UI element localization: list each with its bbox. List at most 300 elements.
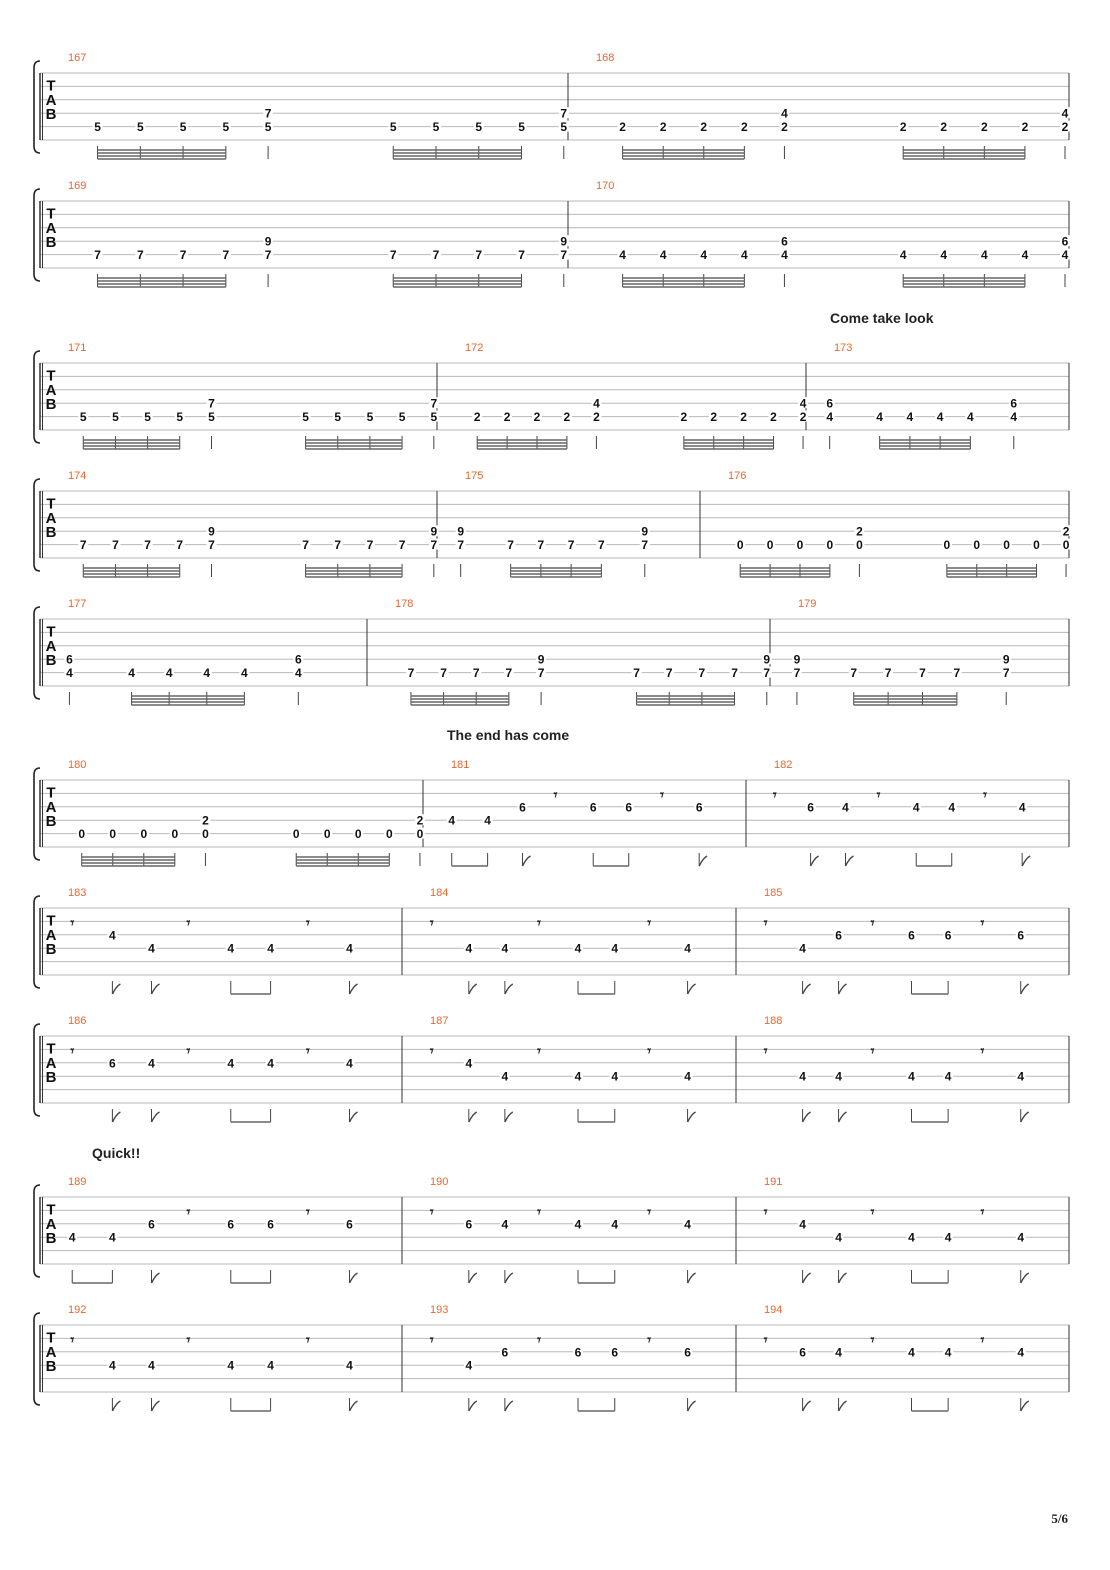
fret-number: 4 xyxy=(574,1069,582,1084)
fret-number: 4 xyxy=(799,396,807,411)
note-flag xyxy=(469,1401,477,1411)
measure-184 xyxy=(429,887,696,994)
measure-number: 171 xyxy=(68,342,87,354)
fret-number: 7 xyxy=(389,248,397,263)
fret-number: 4 xyxy=(1017,1345,1025,1360)
fret-number: 4 xyxy=(659,248,667,263)
fret-number: 7 xyxy=(505,666,513,681)
eighth-rest: 𝄾 xyxy=(429,915,434,932)
fret-number: 4 xyxy=(148,1358,155,1373)
fret-number: 5 xyxy=(366,410,374,425)
eighth-rest: 𝄾 xyxy=(537,915,541,932)
fret-number: 4 xyxy=(501,941,509,956)
measure-number: 194 xyxy=(764,1304,783,1316)
fret-number: 4 xyxy=(684,1069,691,1084)
note-flag xyxy=(112,1112,120,1122)
fret-number: 2 xyxy=(503,410,511,425)
fret-number: 0 xyxy=(109,827,117,842)
fret-number: 0 xyxy=(78,827,86,842)
fret-number: 7 xyxy=(598,538,605,553)
eighth-rest: 𝄾 xyxy=(186,1204,191,1221)
measure-number: 176 xyxy=(728,470,747,482)
fret-number: 9 xyxy=(430,524,438,539)
fret-number: 0 xyxy=(385,827,393,842)
fret-number: 5 xyxy=(112,410,119,425)
measure-178 xyxy=(395,598,772,705)
fret-number: 6 xyxy=(611,1345,619,1360)
note-flag xyxy=(151,1401,159,1411)
measure-number: 170 xyxy=(596,180,615,192)
fret-number: 7 xyxy=(208,396,215,411)
fret-number: 2 xyxy=(856,524,863,539)
lyric-come-take-look: Come take look xyxy=(830,310,934,326)
eighth-rest: 𝄾 xyxy=(647,1332,652,1349)
fret-number: 4 xyxy=(484,813,491,828)
eighth-rest: 𝄾 xyxy=(537,1204,541,1221)
tab-clef-t: T xyxy=(46,623,56,641)
fret-number: 7 xyxy=(94,248,101,263)
system-bracket xyxy=(34,896,40,988)
fret-number: 4 xyxy=(611,1069,619,1084)
note-flag xyxy=(803,1401,811,1411)
fret-number: 5 xyxy=(334,410,342,425)
measure-189 xyxy=(67,1176,357,1283)
fret-number: 2 xyxy=(799,410,807,425)
measure-169 xyxy=(68,180,569,287)
measure-number: 172 xyxy=(465,342,484,354)
fret-number: 7 xyxy=(334,538,342,553)
eighth-rest: 𝄾 xyxy=(980,1204,985,1221)
fret-number: 6 xyxy=(1017,928,1025,943)
tab-clef-b: B xyxy=(45,106,57,124)
fret-number: 0 xyxy=(323,827,331,842)
measure-193 xyxy=(429,1304,696,1411)
measure-number: 186 xyxy=(68,1015,87,1027)
fret-number: 2 xyxy=(473,410,481,425)
fret-number: 7 xyxy=(398,538,406,553)
fret-number: 6 xyxy=(294,652,302,667)
fret-number: 4 xyxy=(128,666,135,681)
measure-number: 182 xyxy=(774,759,793,771)
fret-number: 0 xyxy=(796,538,804,553)
fret-number: 0 xyxy=(856,538,863,553)
eighth-rest: 𝄾 xyxy=(980,1043,985,1060)
fret-number: 7 xyxy=(264,248,272,263)
fret-number: 7 xyxy=(793,666,801,681)
system-bracket xyxy=(34,61,40,153)
fret-number: 2 xyxy=(593,410,600,425)
fret-number: 7 xyxy=(222,248,230,263)
fret-number: 7 xyxy=(179,248,187,263)
tab-clef-b: B xyxy=(45,234,57,252)
fret-number: 4 xyxy=(227,941,235,956)
fret-number: 5 xyxy=(144,410,151,425)
fret-number: 9 xyxy=(264,234,272,249)
fret-number: 4 xyxy=(619,248,626,263)
fret-number: 4 xyxy=(465,1056,473,1071)
eighth-rest: 𝄾 xyxy=(70,1332,75,1349)
note-flag xyxy=(350,1112,358,1122)
fret-number: 5 xyxy=(136,120,144,135)
fret-number: 4 xyxy=(781,106,788,121)
fret-number: 4 xyxy=(781,248,788,263)
fret-number: 6 xyxy=(267,1217,274,1232)
fret-number: 5 xyxy=(179,120,187,135)
fret-number: 4 xyxy=(465,941,473,956)
fret-number: 4 xyxy=(684,941,691,956)
fret-number: 4 xyxy=(967,410,974,425)
measure-number: 189 xyxy=(68,1176,87,1188)
fret-number: 4 xyxy=(267,1358,274,1373)
note-flag xyxy=(1021,1273,1029,1283)
eighth-rest: 𝄾 xyxy=(647,915,652,932)
fret-number: 6 xyxy=(684,1345,691,1360)
fret-number: 4 xyxy=(799,1069,806,1084)
note-flag xyxy=(469,1112,477,1122)
fret-number: 6 xyxy=(574,1345,582,1360)
fret-number: 4 xyxy=(66,666,73,681)
eighth-rest: 𝄾 xyxy=(763,1204,768,1221)
fret-number: 4 xyxy=(346,941,353,956)
eighth-rest: 𝄾 xyxy=(306,1332,310,1349)
tab-clef-a: A xyxy=(45,219,57,237)
fret-number: 4 xyxy=(835,1230,842,1245)
fret-number: 2 xyxy=(740,410,747,425)
fret-number: 4 xyxy=(908,1345,915,1360)
fret-number: 2 xyxy=(1021,120,1029,135)
fret-number: 7 xyxy=(432,248,440,263)
system-bracket xyxy=(34,1024,40,1116)
fret-number: 6 xyxy=(835,928,842,943)
fret-number: 4 xyxy=(700,248,708,263)
fret-number: 7 xyxy=(560,248,568,263)
eighth-rest: 𝄾 xyxy=(983,787,987,804)
eighth-rest: 𝄾 xyxy=(186,1043,191,1060)
fret-number: 4 xyxy=(944,1069,952,1084)
fret-number: 6 xyxy=(148,1217,155,1232)
fret-number: 4 xyxy=(944,1230,952,1245)
measure-number: 173 xyxy=(834,342,853,354)
fret-number: 4 xyxy=(574,941,582,956)
fret-number: 7 xyxy=(507,538,514,553)
note-flag xyxy=(1022,856,1030,866)
measure-181 xyxy=(447,759,707,866)
eighth-rest: 𝄾 xyxy=(647,1043,652,1060)
staff-system xyxy=(34,1176,1069,1283)
measure-168 xyxy=(596,52,1070,159)
fret-number: 5 xyxy=(430,410,438,425)
fret-number: 4 xyxy=(1010,410,1018,425)
tab-clef-a: A xyxy=(45,1343,57,1361)
measure-171 xyxy=(68,342,439,449)
fret-number: 4 xyxy=(611,941,619,956)
eighth-rest: 𝄾 xyxy=(429,1204,434,1221)
note-flag xyxy=(688,984,696,994)
measure-number: 181 xyxy=(451,759,470,771)
measure-number: 192 xyxy=(68,1304,87,1316)
eighth-rest: 𝄾 xyxy=(870,1204,875,1221)
fret-number: 9 xyxy=(457,524,465,539)
fret-number: 7 xyxy=(208,538,215,553)
eighth-rest: 𝄾 xyxy=(306,1204,310,1221)
tab-clef-t: T xyxy=(46,77,56,95)
fret-number: 0 xyxy=(292,827,300,842)
fret-number: 4 xyxy=(267,941,274,956)
note-flag xyxy=(505,1273,513,1283)
fret-number: 9 xyxy=(793,652,801,667)
lyric-quick: Quick!! xyxy=(92,1145,141,1161)
fret-number: 9 xyxy=(1002,652,1010,667)
note-flag xyxy=(350,1273,358,1283)
fret-number: 2 xyxy=(680,410,688,425)
eighth-rest: 𝄾 xyxy=(772,787,777,804)
fret-number: 4 xyxy=(835,1345,842,1360)
system-bracket xyxy=(34,189,40,281)
fret-number: 2 xyxy=(741,120,748,135)
fret-number: 4 xyxy=(1017,1230,1025,1245)
fret-number: 6 xyxy=(589,800,597,815)
measure-180 xyxy=(68,759,425,866)
measure-172 xyxy=(465,342,808,449)
fret-number: 5 xyxy=(518,120,525,135)
eighth-rest: 𝄾 xyxy=(660,787,664,804)
fret-number: 4 xyxy=(835,1069,842,1084)
fret-number: 7 xyxy=(537,538,545,553)
note-flag xyxy=(839,1273,847,1283)
eighth-rest: 𝄾 xyxy=(537,1043,541,1060)
system-bracket xyxy=(34,607,40,699)
measure-number: 183 xyxy=(68,887,87,899)
measure-176 xyxy=(728,470,1071,577)
fret-number: 2 xyxy=(700,120,708,135)
fret-number: 6 xyxy=(465,1217,473,1232)
eighth-rest: 𝄾 xyxy=(647,1204,652,1221)
note-flag xyxy=(1021,1112,1029,1122)
fret-number: 4 xyxy=(109,928,116,943)
measure-number: 187 xyxy=(430,1015,449,1027)
tab-clef-t: T xyxy=(46,205,56,223)
fret-number: 5 xyxy=(398,410,406,425)
fret-number: 2 xyxy=(710,410,718,425)
fret-number: 5 xyxy=(264,120,272,135)
tab-clef-b: B xyxy=(45,396,57,414)
fret-number: 7 xyxy=(430,538,438,553)
measure-177 xyxy=(64,598,303,705)
page-number: 5/6 xyxy=(1051,1511,1068,1526)
measure-number: 169 xyxy=(68,180,87,192)
fret-number: 4 xyxy=(944,1345,952,1360)
tab-clef-t: T xyxy=(46,784,56,802)
fret-number: 4 xyxy=(912,800,920,815)
fret-number: 7 xyxy=(112,538,119,553)
fret-number: 6 xyxy=(109,1056,116,1071)
fret-number: 4 xyxy=(203,666,211,681)
fret-number: 4 xyxy=(826,410,834,425)
fret-number: 4 xyxy=(908,1069,915,1084)
fret-number: 4 xyxy=(799,941,806,956)
eighth-rest: 𝄾 xyxy=(429,1332,434,1349)
note-flag xyxy=(845,856,853,866)
fret-number: 4 xyxy=(1018,800,1026,815)
measure-191 xyxy=(763,1176,1029,1283)
eighth-rest: 𝄾 xyxy=(186,1332,191,1349)
measure-number: 177 xyxy=(68,598,87,610)
tab-clef-a: A xyxy=(45,798,57,816)
fret-number: 7 xyxy=(518,248,525,263)
fret-number: 2 xyxy=(1061,120,1069,135)
fret-number: 4 xyxy=(799,1217,806,1232)
fret-number: 4 xyxy=(741,248,748,263)
fret-number: 0 xyxy=(736,538,744,553)
note-flag xyxy=(151,984,159,994)
fret-number: 0 xyxy=(416,827,424,842)
fret-number: 6 xyxy=(944,928,952,943)
fret-number: 7 xyxy=(366,538,374,553)
fret-number: 6 xyxy=(625,800,633,815)
fret-number: 5 xyxy=(389,120,397,135)
fret-number: 2 xyxy=(980,120,988,135)
fret-number: 0 xyxy=(171,827,179,842)
tab-clef-a: A xyxy=(45,1054,57,1072)
fret-number: 7 xyxy=(919,666,926,681)
fret-number: 4 xyxy=(241,666,248,681)
fret-number: 4 xyxy=(68,1230,76,1245)
tab-clef-b: B xyxy=(45,813,57,831)
fret-number: 0 xyxy=(202,827,209,842)
measure-number: 168 xyxy=(596,52,615,64)
tab-clef-a: A xyxy=(45,637,57,655)
fret-number: 6 xyxy=(66,652,73,667)
fret-number: 4 xyxy=(227,1358,235,1373)
staff-system xyxy=(34,1015,1069,1122)
note-flag xyxy=(811,856,819,866)
fret-number: 5 xyxy=(302,410,309,425)
staff-system xyxy=(34,598,1069,705)
staff-system xyxy=(34,180,1070,287)
staff-system xyxy=(34,759,1069,866)
note-flag xyxy=(688,1273,696,1283)
fret-number: 5 xyxy=(560,120,568,135)
fret-number: 4 xyxy=(109,1358,116,1373)
staff-system xyxy=(34,52,1070,159)
tab-clef-b: B xyxy=(45,524,57,542)
fret-number: 7 xyxy=(850,666,858,681)
fret-number: 6 xyxy=(799,1345,806,1360)
fret-number: 4 xyxy=(948,800,956,815)
fret-number: 2 xyxy=(899,120,907,135)
tab-clef-b: B xyxy=(45,941,57,959)
fret-number: 2 xyxy=(1062,524,1070,539)
fret-number: 4 xyxy=(109,1230,116,1245)
measure-183 xyxy=(68,887,358,994)
note-flag xyxy=(803,1112,811,1122)
fret-number: 5 xyxy=(475,120,483,135)
measure-190 xyxy=(429,1176,696,1283)
note-flag xyxy=(505,1112,513,1122)
fret-number: 0 xyxy=(140,827,148,842)
fret-number: 6 xyxy=(781,234,788,249)
fret-number: 6 xyxy=(227,1217,235,1232)
eighth-rest: 𝄾 xyxy=(763,1043,768,1060)
measure-175 xyxy=(456,470,650,577)
fret-number: 7 xyxy=(953,666,961,681)
fret-number: 4 xyxy=(465,1358,473,1373)
fret-number: 4 xyxy=(1061,106,1069,121)
fret-number: 7 xyxy=(264,106,272,121)
fret-number: 4 xyxy=(165,666,173,681)
tab-clef-b: B xyxy=(45,1069,57,1087)
tab-clef-t: T xyxy=(46,495,56,513)
staff-system xyxy=(34,887,1069,994)
fret-number: 6 xyxy=(826,396,834,411)
fret-number: 0 xyxy=(826,538,834,553)
tab-clef-b: B xyxy=(45,1230,57,1248)
fret-number: 4 xyxy=(346,1358,353,1373)
measure-182 xyxy=(772,759,1030,866)
fret-number: 4 xyxy=(876,410,883,425)
fret-number: 2 xyxy=(416,813,424,828)
measure-185 xyxy=(763,887,1029,994)
tab-clef-a: A xyxy=(45,91,57,109)
eighth-rest: 𝄾 xyxy=(186,915,191,932)
fret-number: 4 xyxy=(684,1217,691,1232)
fret-number: 6 xyxy=(695,800,703,815)
eighth-rest: 𝄾 xyxy=(876,787,881,804)
note-flag xyxy=(839,1112,847,1122)
note-flag xyxy=(112,1401,120,1411)
eighth-rest: 𝄾 xyxy=(980,915,985,932)
measure-187 xyxy=(429,1015,696,1122)
note-flag xyxy=(469,984,477,994)
measure-number: 191 xyxy=(764,1176,783,1188)
fret-number: 6 xyxy=(501,1345,509,1360)
fret-number: 2 xyxy=(619,120,626,135)
fret-number: 0 xyxy=(943,538,951,553)
eighth-rest: 𝄾 xyxy=(70,1043,75,1060)
note-flag xyxy=(688,1401,696,1411)
fret-number: 6 xyxy=(908,928,915,943)
fret-number: 7 xyxy=(79,538,87,553)
fret-number: 0 xyxy=(1062,538,1070,553)
note-flag xyxy=(688,1112,696,1122)
fret-number: 9 xyxy=(208,524,215,539)
eighth-rest: 𝄾 xyxy=(763,915,768,932)
fret-number: 0 xyxy=(766,538,774,553)
fret-number: 7 xyxy=(472,666,480,681)
fret-number: 4 xyxy=(148,1056,155,1071)
note-flag xyxy=(522,856,530,866)
fret-number: 4 xyxy=(148,941,155,956)
note-flag xyxy=(505,1401,513,1411)
fret-number: 2 xyxy=(533,410,541,425)
lyric-the-end-has-come: The end has come xyxy=(447,727,570,743)
note-flag xyxy=(350,1401,358,1411)
note-flag xyxy=(803,1273,811,1283)
note-flag xyxy=(151,1112,159,1122)
fret-number: 7 xyxy=(457,538,465,553)
fret-number: 6 xyxy=(807,800,814,815)
fret-number: 4 xyxy=(1061,248,1069,263)
fret-number: 6 xyxy=(346,1217,353,1232)
tab-clef-a: A xyxy=(45,509,57,527)
fret-number: 4 xyxy=(1017,1069,1025,1084)
tab-clef-t: T xyxy=(46,912,56,930)
fret-number: 7 xyxy=(440,666,447,681)
fret-number: 2 xyxy=(563,410,571,425)
lyrics-layer xyxy=(92,310,934,1161)
fret-number: 4 xyxy=(940,248,948,263)
note-flag xyxy=(699,856,707,866)
